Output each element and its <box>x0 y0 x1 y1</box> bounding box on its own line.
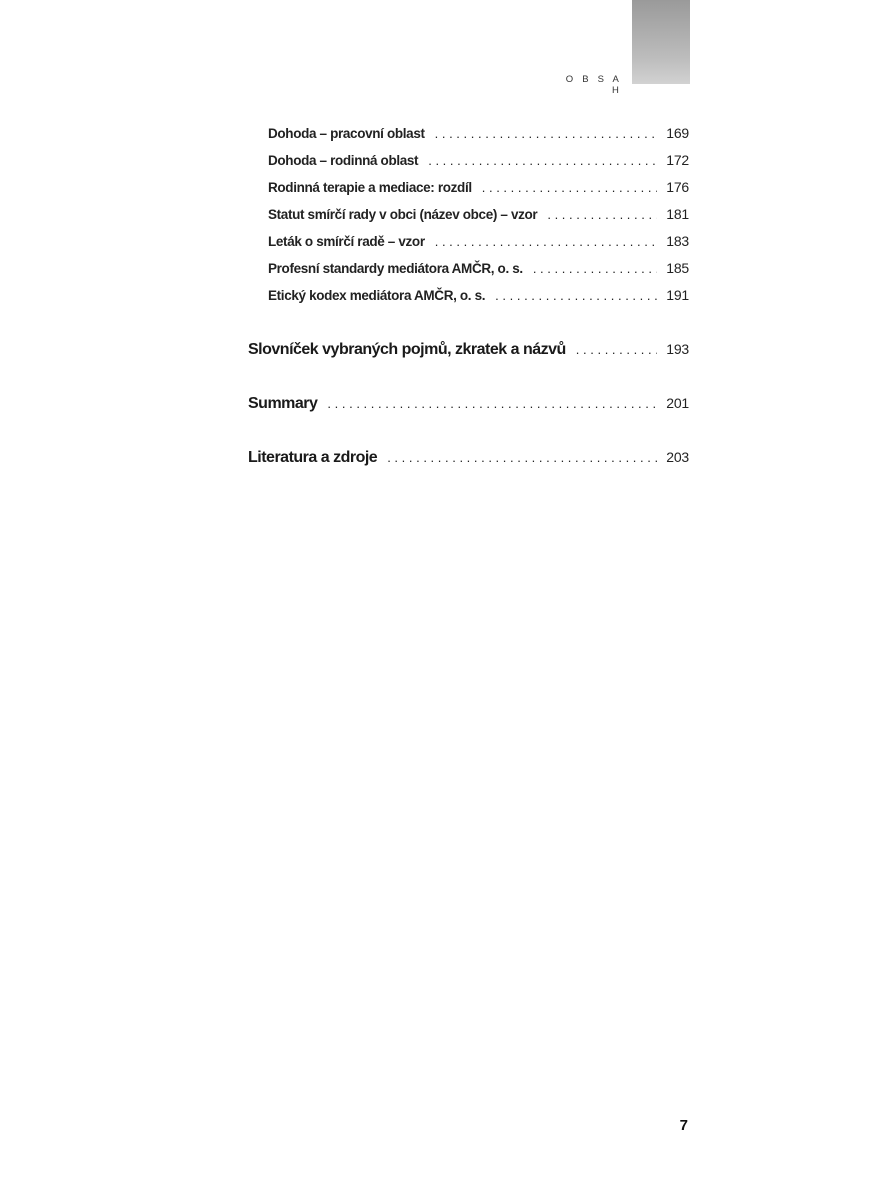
toc-chapter-title: Summary <box>248 395 318 412</box>
toc-entry[interactable] <box>248 233 689 260</box>
table-of-contents <box>248 125 689 503</box>
toc-entry-title: Leták o smírčí radě – vzor <box>268 234 425 249</box>
dot-leader <box>435 234 657 249</box>
toc-chapter-page: 201 <box>666 395 689 411</box>
toc-entry-title: Statut smírčí rady v obci (název obce) – vzor <box>268 207 538 222</box>
page-number: 7 <box>679 1117 688 1134</box>
toc-entry[interactable] <box>248 152 689 179</box>
dot-leader <box>428 153 657 168</box>
toc-entry-page: 169 <box>666 125 689 141</box>
toc-entry[interactable] <box>248 260 689 287</box>
running-header: O B S A H <box>565 74 622 96</box>
dot-leader <box>547 207 657 222</box>
toc-entry-title: Dohoda – pracovní oblast <box>268 126 425 141</box>
dot-leader <box>576 342 657 357</box>
toc-entry-title: Profesní standardy mediátora AMČR, o. s. <box>268 261 523 276</box>
toc-entry-title: Etický kodex mediátora AMČR, o. s. <box>268 288 486 303</box>
toc-entry-title: Dohoda – rodinná oblast <box>268 153 419 168</box>
dot-leader <box>482 180 657 195</box>
toc-entry[interactable] <box>248 179 689 206</box>
toc-chapter-page: 203 <box>666 449 689 465</box>
toc-entry-page: 176 <box>666 179 689 195</box>
toc-entry-page: 172 <box>666 152 689 168</box>
toc-entry[interactable] <box>248 206 689 233</box>
toc-chapter-title: Slovníček vybraných pojmů, zkratek a názvů <box>248 341 566 358</box>
toc-entry[interactable] <box>248 125 689 152</box>
section-tab-marker <box>632 0 690 84</box>
dot-leader <box>327 396 657 411</box>
toc-chapter-entry[interactable] <box>248 395 689 449</box>
toc-entry-page: 185 <box>666 260 689 276</box>
toc-entry[interactable] <box>248 287 689 314</box>
dot-leader <box>435 126 657 141</box>
toc-entry-title: Rodinná terapie a mediace: rozdíl <box>268 180 472 195</box>
toc-chapter-page: 193 <box>666 341 689 357</box>
dot-leader <box>387 450 657 465</box>
toc-chapter-entry[interactable] <box>248 449 689 503</box>
toc-entry-page: 181 <box>666 206 689 222</box>
toc-chapter-title: Literatura a zdroje <box>248 449 378 466</box>
toc-entry-page: 183 <box>666 233 689 249</box>
toc-entry-page: 191 <box>666 287 689 303</box>
dot-leader <box>533 261 657 276</box>
dot-leader <box>495 288 657 303</box>
toc-chapter-entry[interactable] <box>248 341 689 395</box>
